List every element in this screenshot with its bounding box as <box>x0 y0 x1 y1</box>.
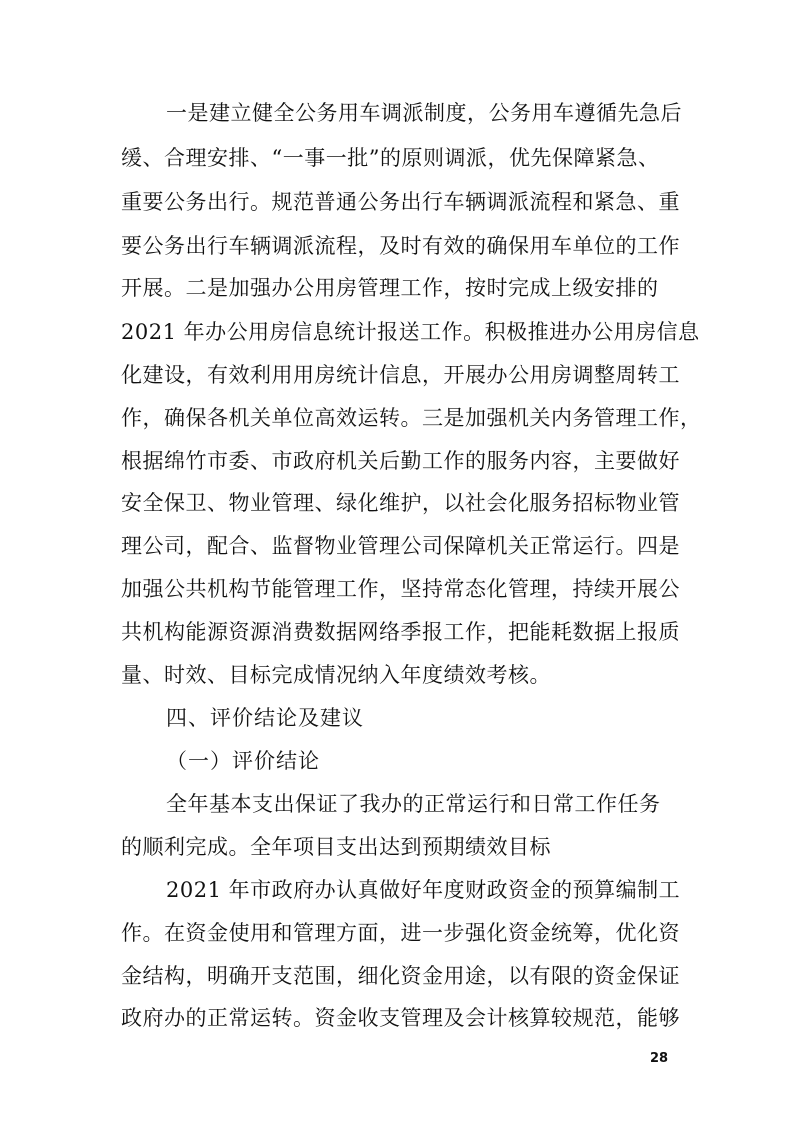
text-line: 开展。二是加强办公用房管理工作，按时完成上级安排的 <box>121 276 659 300</box>
text-line: 全年基本支出保证了我办的正常运行和日常工作任务 <box>166 792 661 816</box>
text-line: 的顺利完成。全年项目支出达到预期绩效目标 <box>121 835 551 859</box>
text-line: 化建设，有效利用用房统计信息，开展办公用房调整周转工 <box>121 363 680 387</box>
text-line: 加强公共机构节能管理工作，坚持常态化管理，持续开展公 <box>121 577 680 601</box>
text-line: 作。在资金使用和管理方面，进一步强化资金统筹，优化资 <box>121 921 680 945</box>
text-line: 根据绵竹市委、市政府机关后勤工作的服务内容，主要做好 <box>121 449 680 473</box>
text-line: 政府办的正常运转。资金收支管理及会计核算较规范，能够 <box>121 1006 680 1030</box>
text-line: 共机构能源资源消费数据网络季报工作，把能耗数据上报质 <box>121 620 680 644</box>
page-number: 28 <box>650 1051 669 1066</box>
text-line: 一是建立健全公务用车调派制度，公务用车遵循先急后 <box>166 101 682 125</box>
text-line: 缓、合理安排、“一事一批”的原则调派，优先保障紧急、 <box>121 146 660 170</box>
text-line: 金结构，明确开支范围，细化资金用途，以有限的资金保证 <box>121 964 680 988</box>
text-line: 安全保卫、物业管理、绿化维护，以社会化服务招标物业管 <box>121 491 680 515</box>
text-line: 2021 年办公用房信息统计报送工作。积极推进办公用房信息 <box>121 320 700 344</box>
text-line: 要公务出行车辆调派流程，及时有效的确保用车单位的工作 <box>121 234 680 258</box>
text-line: 量、时效、目标完成情况纳入年度绩效考核。 <box>121 663 551 687</box>
text-line: 2021 年市政府办认真做好年度财政资金的预算编制工 <box>166 878 681 902</box>
subsection-heading: （一）评价结论 <box>166 749 320 773</box>
text-line: 重要公务出行。规范普通公务出行车辆调派流程和紧急、重 <box>121 190 680 214</box>
text-line: 理公司，配合、监督物业管理公司保障机关正常运行。四是 <box>121 534 680 558</box>
text-line: 作，确保各机关单位高效运转。三是加强机关内务管理工作， <box>121 406 702 430</box>
section-heading: 四、评价结论及建议 <box>166 706 364 730</box>
